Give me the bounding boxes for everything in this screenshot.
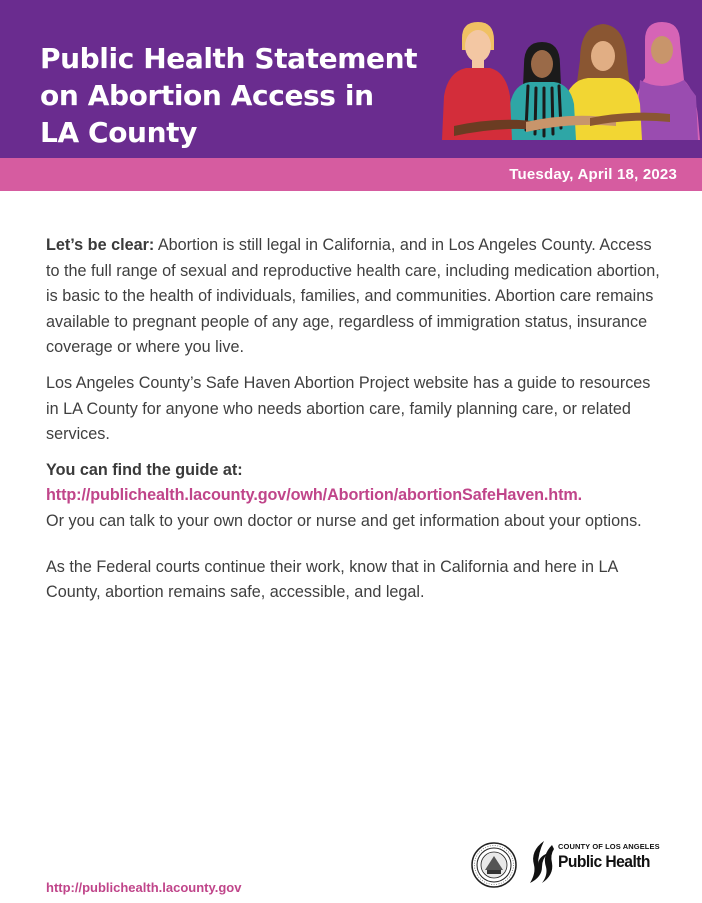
county-seal-icon [471,842,517,888]
statement-date: Tuesday, April 18, 2023 [509,166,677,183]
page-title [40,40,440,151]
logo-public-health-text: Public Health [558,852,650,871]
title-line-1: Public Health Statement [40,42,418,75]
logo-county-text: COUNTY OF LOS ANGELES [558,842,660,851]
paragraph-1 [46,233,661,361]
date-bar [0,158,702,191]
public-health-logo [526,839,676,885]
paragraph-1-text: Abortion is still legal in California, and in Los Angeles County. Access to the full range of sexual and reproductive health care, including medication abortion, is basic to the health of individuals, families, and communities. Abortion care remains available to pregnant people of any age, regardless of immigration status, insurance coverage or where you live. [46,236,660,357]
paragraph-3 [46,458,661,535]
title-line-3: LA County [40,116,197,149]
people-illustration [440,0,702,158]
paragraph-4: As the Federal courts continue their work, know that in California and here in LA County, abortion remains safe, accessible, and legal. [46,557,618,602]
paragraph-2: Los Angeles County’s Safe Haven Abortion Project website has a guide to resources in LA County for anyone who needs abortion care, family planning care, or related services. [46,373,651,444]
footer-website-link[interactable]: http://publichealth.lacounty.gov [46,880,242,895]
statement-body [46,233,661,616]
paragraph-3-lead: You can find the guide at: [46,460,243,479]
header-banner [0,0,702,158]
paragraph-3-text: Or you can talk to your own doctor or nurse and get information about your options. [46,511,642,530]
safe-haven-guide-link[interactable]: http://publichealth.lacounty.gov/owh/Abortion/abortionSafeHaven.htm. [46,486,583,505]
title-line-2: on Abortion Access in [40,79,374,112]
paragraph-1-lead: Let’s be clear: [46,236,155,254]
public-health-logo-icon [526,839,556,885]
